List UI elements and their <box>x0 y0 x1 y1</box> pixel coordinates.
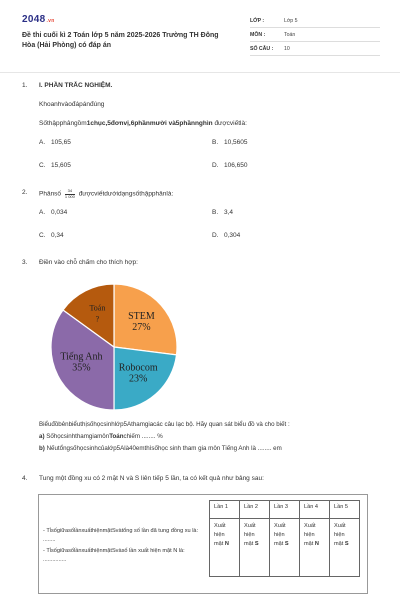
subquestion-label: a) <box>39 433 45 440</box>
result-cell <box>210 519 240 577</box>
header-cell: Lần 4 <box>300 501 330 519</box>
result-value: S <box>284 541 289 547</box>
option-letter: A. <box>39 139 46 146</box>
meta-label: LỚP : <box>250 17 265 24</box>
subquestion-b <box>39 445 282 452</box>
question-stem: Tung một đồng xu có 2 mặt N và S liên tiếp 5 lần, ta có kết quả như bảng sau: <box>39 475 264 482</box>
question-number: 1. <box>22 82 28 89</box>
stem-prefix: Phânsố <box>39 190 62 198</box>
header-cell: Lần 5 <box>330 501 360 519</box>
subquestion-text: Nếutổngsốhọcsinhcủalớp5Alà40emthìsốhọc sinh tham gia môn Tiếng Anh là ........ em <box>44 445 282 452</box>
meta-label: SỐ CÂU : <box>250 45 274 52</box>
question-number: 4. <box>22 475 28 482</box>
meta-row-class <box>250 14 380 28</box>
question-number: 3. <box>22 259 28 266</box>
header-cell: Lần 1 <box>210 501 240 519</box>
subquestion-a <box>39 433 163 440</box>
result-prefix: Xuất hiện mặt <box>274 523 286 547</box>
pie-slice-value: ? <box>95 314 100 324</box>
result-prefix: Xuất hiện mặt <box>334 523 346 547</box>
header-cell: Lần 2 <box>240 501 270 519</box>
pie-slice-value: 27% <box>132 321 151 333</box>
fraction-numerator: 34 <box>65 189 75 195</box>
results-grid <box>209 500 360 577</box>
stem-suffix: đượcviếtlà: <box>212 120 247 127</box>
document-title: Đề thi cuối kì 2 Toán lớp 5 năm 2025-2026 Trường TH Đông Hòa (Hải Phòng) có đáp án <box>22 32 219 49</box>
chart-note: Biểuđồbênbiểuthịsốhọcsinhlớp5Athamgiacác câu lạc bộ. Hãy quan sát biểu đồ và cho biết : <box>39 421 290 428</box>
meta-value: 10 <box>284 45 290 52</box>
option-a[interactable] <box>39 139 71 146</box>
result-row <box>210 519 360 577</box>
option-text: 15,605 <box>51 162 71 169</box>
option-text: 105,65 <box>51 139 71 146</box>
question-1 <box>22 82 382 182</box>
option-letter: C. <box>39 232 46 239</box>
pie-slice-label: Robocom <box>118 362 158 374</box>
subquestion-text: Sốhọcsinhthamgiamôn <box>44 433 110 440</box>
fraction <box>65 189 75 199</box>
option-text: 106,650 <box>224 162 248 169</box>
ratio-question-1 <box>43 527 203 545</box>
pie-slice-label: Toán <box>89 303 106 313</box>
option-text: 0,034 <box>51 209 68 216</box>
result-prefix: Xuất hiện mặt <box>214 523 226 547</box>
ratio-question-2 <box>43 547 203 565</box>
option-letter: D. <box>212 232 219 239</box>
result-value: N <box>224 541 229 547</box>
pie-slice-label: STEM <box>128 310 155 322</box>
header-row <box>210 501 360 519</box>
ratio-text: Svàsố lần xuất hiện mặt N là: ............... <box>43 548 185 563</box>
result-value: S <box>344 541 349 547</box>
option-b[interactable] <box>212 139 248 146</box>
stem-bold: 1chục,5đơnvị,6phầnmười và5phầnnghìn <box>86 120 213 127</box>
question-stem <box>39 189 173 199</box>
instruction-text: Khoanhvàođápánđúng <box>39 101 105 108</box>
subquestion-label: b) <box>39 445 45 452</box>
option-letter: B. <box>212 209 219 216</box>
result-cell <box>240 519 270 577</box>
option-letter: D. <box>212 162 219 169</box>
subquestion-emphasis: Toán <box>109 433 124 440</box>
question-2 <box>22 189 382 244</box>
option-d[interactable] <box>212 162 248 169</box>
question-stem: Điền vào chỗ chấm cho thích hợp: <box>39 259 138 266</box>
result-cell <box>330 519 360 577</box>
result-prefix: Xuất hiện mặt <box>304 523 316 547</box>
stem-prefix: Sốthậpphângồm <box>39 120 87 127</box>
pie-chart <box>46 283 186 413</box>
option-c[interactable] <box>39 232 64 239</box>
pie-slice-label: Tiếng Anh <box>60 351 103 363</box>
result-cell <box>270 519 300 577</box>
result-prefix: Xuất hiện mặt <box>244 523 256 547</box>
question-stem <box>39 120 247 127</box>
logo-suffix: .vn <box>46 18 55 24</box>
ratio-text: Svàtổng số lần đã tung đồng xu là: ........ <box>43 528 199 543</box>
subquestion-blank: chiếm ........ % <box>123 433 163 440</box>
meta-row-subject <box>250 28 380 42</box>
result-value: S <box>254 541 259 547</box>
question-3 <box>22 259 382 269</box>
header-divider <box>0 72 400 73</box>
option-c[interactable] <box>39 162 71 169</box>
coin-toss-table <box>38 494 368 594</box>
meta-value: Lớp 5 <box>284 17 298 24</box>
question-3-subparts <box>22 421 382 461</box>
option-letter: A. <box>39 209 46 216</box>
ratio-text: - Tỉsốgiữasốlầnxuấthiệnmặt <box>43 528 112 534</box>
meta-table <box>250 14 380 56</box>
meta-value: Toán <box>284 31 296 38</box>
option-b[interactable] <box>212 209 233 216</box>
ratio-questions <box>43 527 203 565</box>
section-title: I. PHẦN TRẮC NGHIỆM. <box>39 82 113 89</box>
question-4 <box>22 475 382 487</box>
header <box>0 0 400 70</box>
option-d[interactable] <box>212 232 240 239</box>
pie-slice-value: 35% <box>72 362 91 374</box>
site-logo[interactable] <box>22 14 55 25</box>
stem-suffix: đượcviếtdướidạngsốthậpphânlà: <box>78 190 174 198</box>
pie-slice-value: 23% <box>128 373 148 385</box>
meta-row-count <box>250 42 380 56</box>
result-cell <box>300 519 330 577</box>
logo-text: 2048 <box>22 14 46 25</box>
option-text: 0,34 <box>51 232 64 239</box>
result-value: N <box>314 541 319 547</box>
question-number: 2. <box>22 189 28 196</box>
option-text: 3,4 <box>224 209 234 216</box>
fraction-denominator: 1 000 <box>64 193 75 199</box>
option-a[interactable] <box>39 209 67 216</box>
header-cell: Lần 3 <box>270 501 300 519</box>
option-letter: B. <box>212 139 219 146</box>
option-letter: C. <box>39 162 46 169</box>
ratio-text: - Tỉsốgiữasốlầnxuấthiệnmặt <box>43 548 112 554</box>
option-text: 0,304 <box>224 232 241 239</box>
meta-label: MÔN : <box>250 31 266 38</box>
option-text: 10,5605 <box>224 139 248 146</box>
